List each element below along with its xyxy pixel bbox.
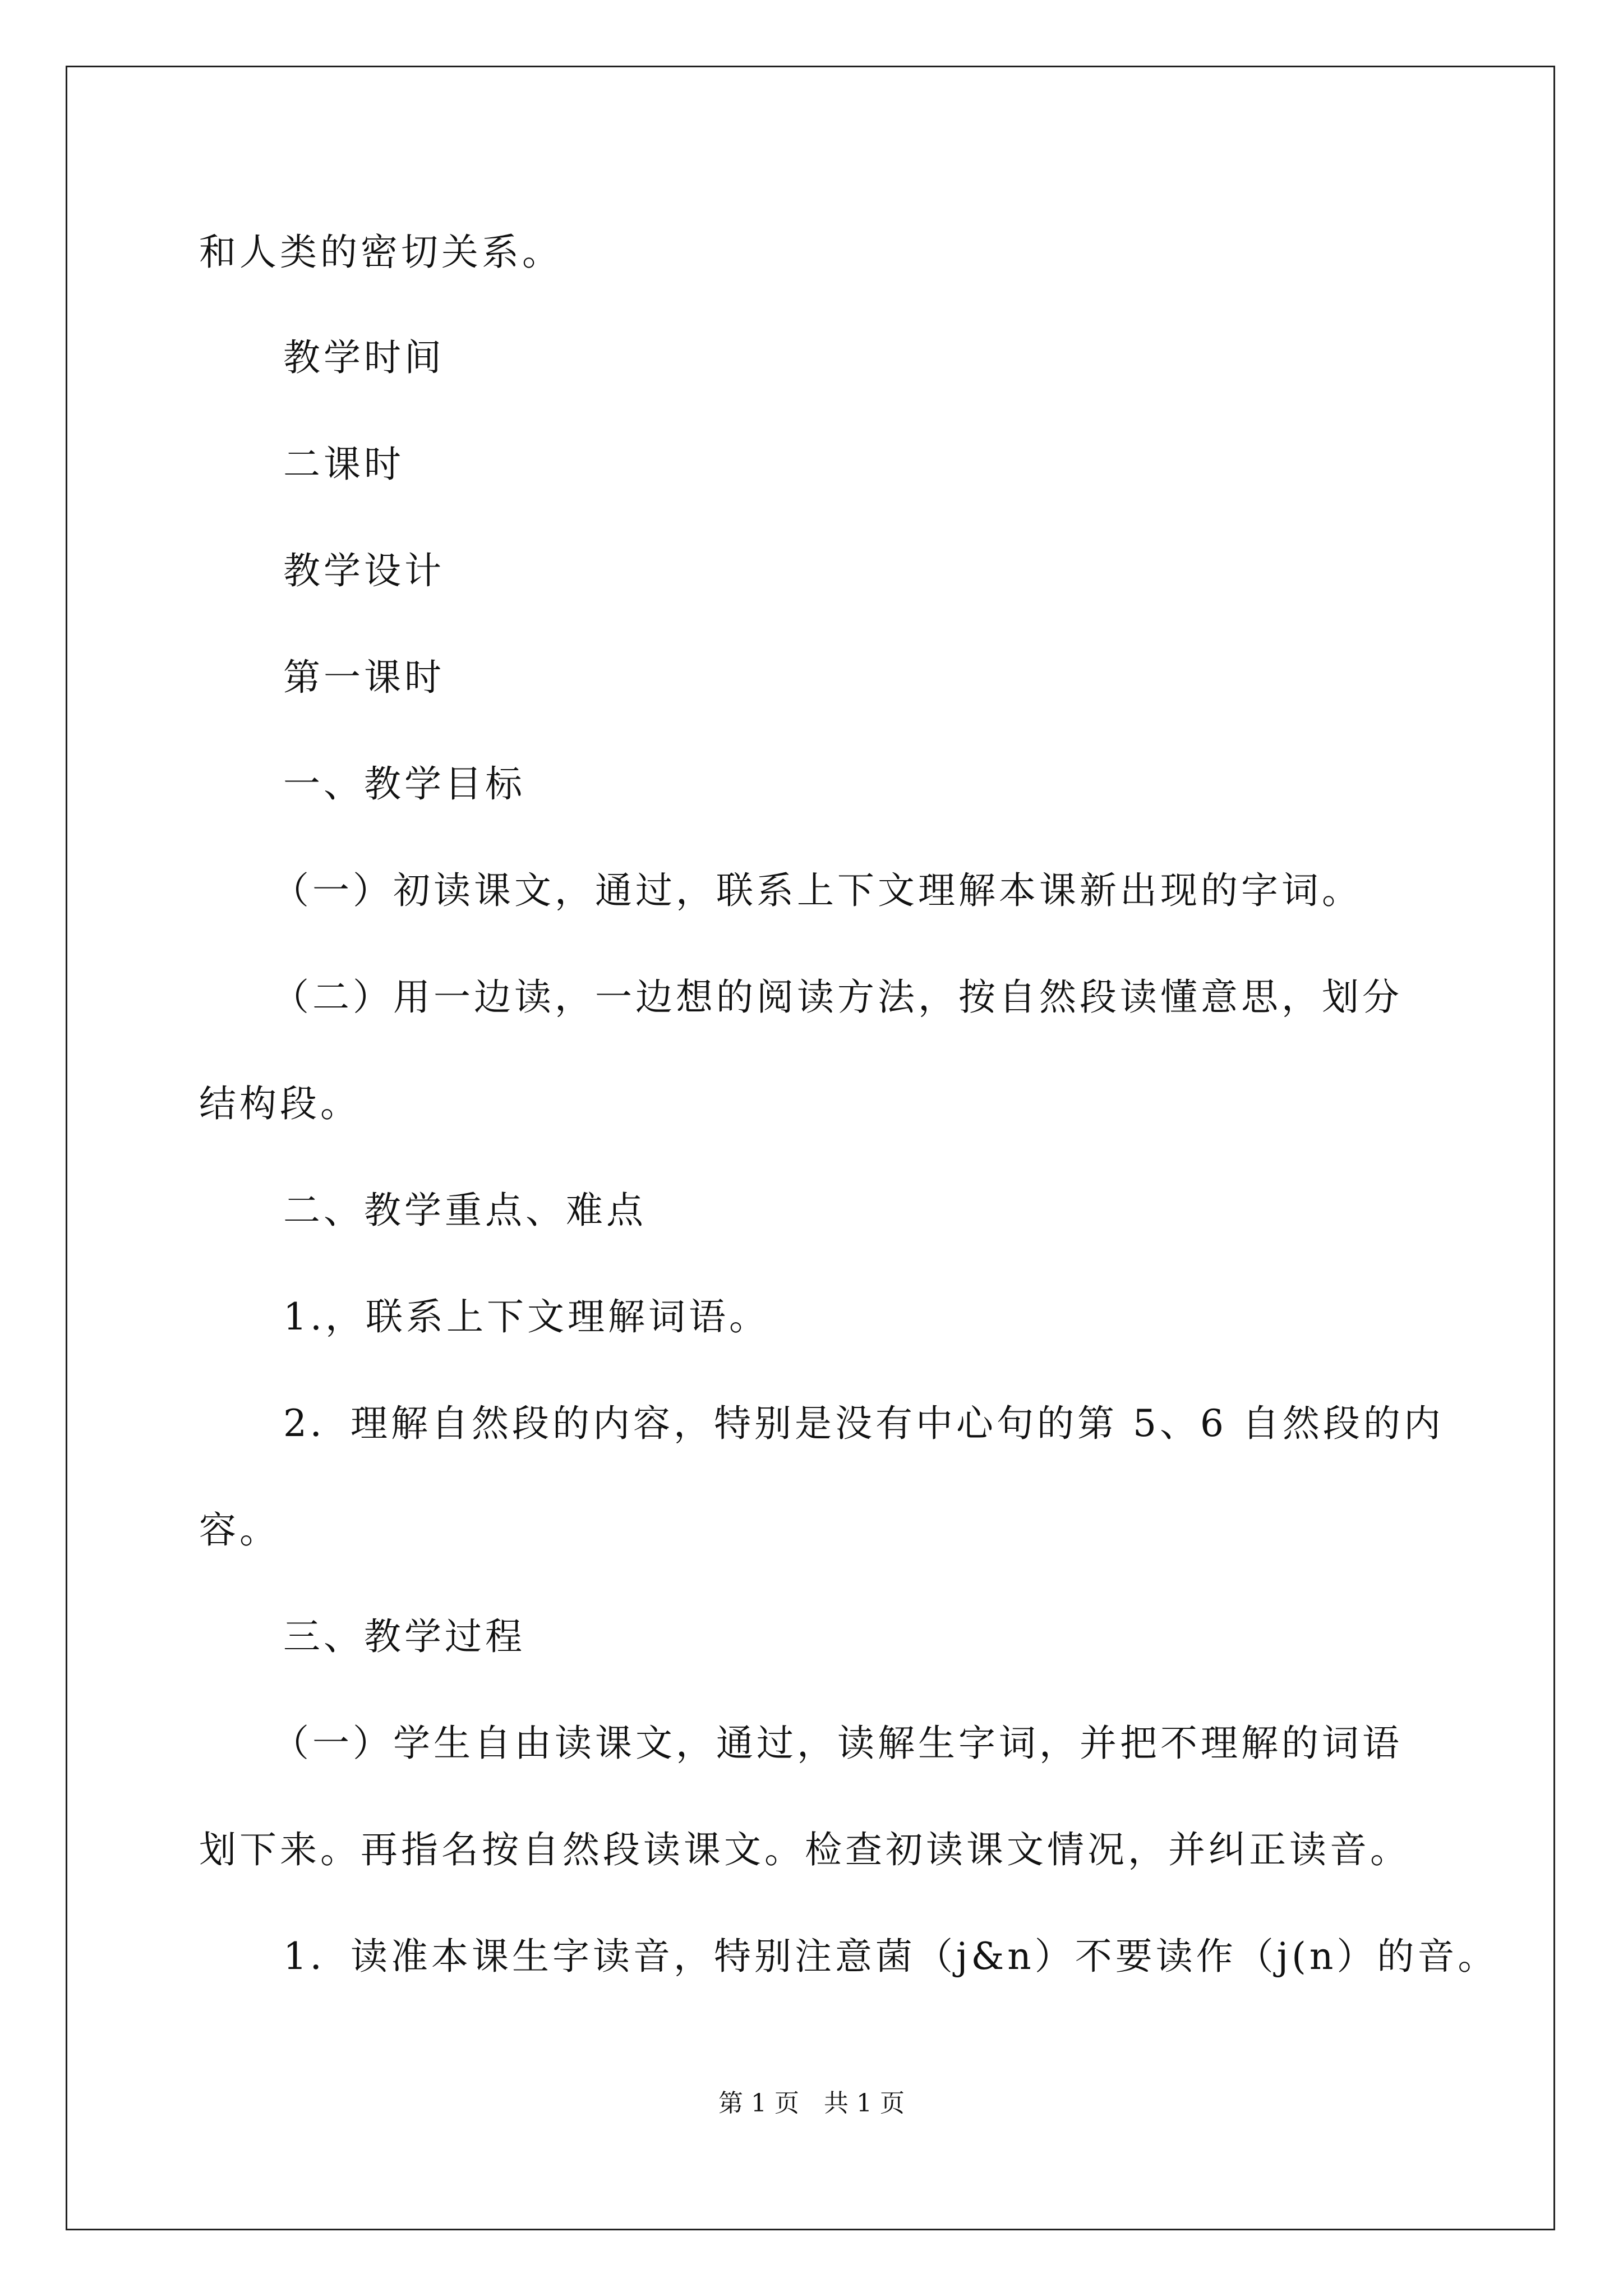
text-line: 2．理解自然段的内容，特别是没有中心句的第 5、6 自然段的内	[283, 1402, 1444, 1445]
text-line: 二课时	[283, 443, 404, 486]
text-line: 容。	[199, 1508, 280, 1552]
text-line: 结构段。	[199, 1082, 361, 1125]
text-line: 和人类的密切关系。	[199, 231, 562, 274]
text-line: 教学时间	[283, 336, 445, 379]
section-heading: 二、教学重点、难点	[283, 1189, 647, 1232]
page-border	[66, 66, 1555, 2230]
text-line: 1.，联系上下文理解词语。	[283, 1295, 769, 1338]
text-line: （二）用一边读，一边想的阅读方法，按自然段读懂意思，划分	[272, 976, 1403, 1019]
text-line: （一）学生自由读课文，通过，读解生字词，并把不理解的词语	[272, 1722, 1403, 1765]
text-line: 第一课时	[283, 656, 445, 699]
text-line: 划下来。再指名按自然段读课文。检查初读课文情况，并纠正读音。	[199, 1828, 1410, 1871]
section-heading: 三、教学过程	[283, 1615, 525, 1658]
text-line: 1．读准本课生字读音，特别注意菌（j&n）不要读作（j(n）的音。	[283, 1935, 1498, 1978]
page-footer: 第 1 页 共 1 页	[718, 2089, 905, 2118]
text-line: 教学设计	[283, 549, 445, 592]
text-line: （一）初读课文，通过，联系上下文理解本课新出现的字词。	[272, 869, 1362, 912]
section-heading: 一、教学目标	[283, 762, 525, 806]
